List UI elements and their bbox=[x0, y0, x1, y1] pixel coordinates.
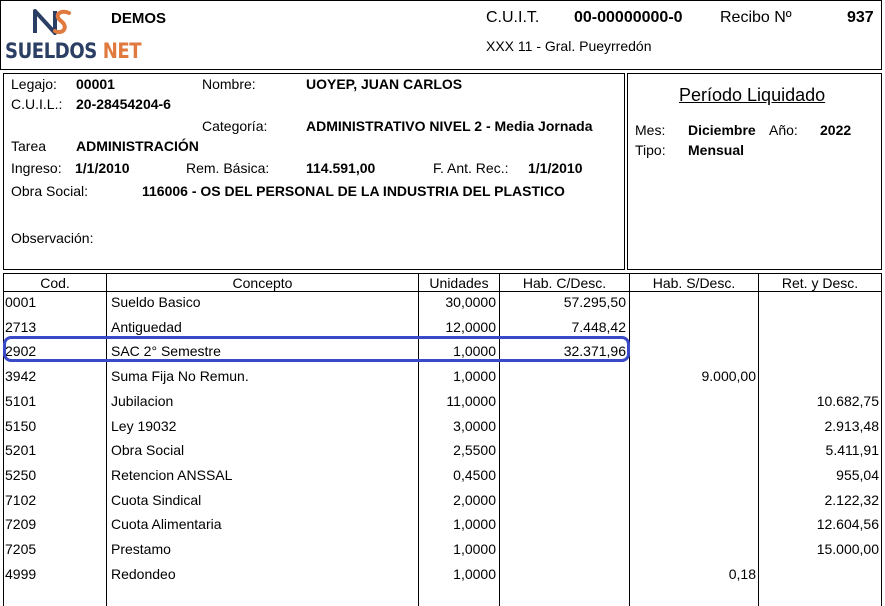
tipo-value: Mensual bbox=[688, 142, 745, 158]
cell-concepto: Retencion ANSSAL bbox=[111, 466, 233, 483]
period-title: Período Liquidado bbox=[679, 85, 826, 105]
tipo-label: Tipo: bbox=[635, 142, 666, 158]
cell-cod: 7205 bbox=[5, 541, 37, 557]
legajo-value: 00001 bbox=[76, 76, 115, 92]
cell-cod: 5201 bbox=[5, 442, 37, 459]
table-row bbox=[4, 438, 881, 462]
mes-label: Mes: bbox=[635, 122, 666, 138]
table-row bbox=[4, 512, 881, 536]
cell-cod: 5250 bbox=[5, 466, 37, 483]
cell-concepto: Ley 19032 bbox=[111, 417, 177, 434]
ingreso-value: 1/1/2010 bbox=[75, 160, 130, 176]
table-row bbox=[4, 488, 881, 512]
cell-unidades: 1,0000 bbox=[453, 541, 496, 557]
table-row bbox=[4, 290, 881, 314]
cell-unidades: 2,0000 bbox=[453, 491, 496, 508]
ingreso-label: Ingreso: bbox=[11, 160, 62, 176]
mes-value: Diciembre bbox=[688, 122, 756, 138]
cell-unidades: 1,0000 bbox=[453, 343, 496, 360]
cell-cod: 7209 bbox=[5, 516, 37, 533]
table-row bbox=[4, 389, 881, 413]
header-hab-sdesc: Hab. S/Desc. bbox=[652, 275, 736, 291]
period-box bbox=[627, 73, 882, 270]
cell-unidades: 30,0000 bbox=[445, 294, 496, 310]
cell-cod: 5150 bbox=[5, 417, 37, 434]
recibo-number: 937 bbox=[847, 9, 874, 26]
nombre-label: Nombre: bbox=[202, 76, 256, 92]
cell-ret-desc: 10.682,75 bbox=[816, 392, 879, 409]
cell-hab-cdesc: 32.371,96 bbox=[563, 343, 626, 360]
rem-basica-value: 114.591,00 bbox=[306, 160, 376, 176]
recibo-label: Recibo Nº bbox=[720, 9, 792, 26]
employee-info-box bbox=[3, 73, 625, 270]
fecha-antiguedad-value: 1/1/2010 bbox=[528, 160, 583, 176]
anio-label: Año: bbox=[769, 122, 798, 138]
cell-concepto: Sueldo Basico bbox=[111, 294, 201, 310]
categoria-value: ADMINISTRATIVO NIVEL 2 - Media Jornada bbox=[306, 118, 593, 134]
obra-social-value: 116006 - OS DEL PERSONAL DE LA INDUSTRIA DEL PLASTICO bbox=[142, 183, 565, 199]
cuil-label: C.U.I.L.: bbox=[11, 96, 63, 112]
cell-hab-sdesc: 0,18 bbox=[728, 565, 756, 582]
cell-hab-sdesc: 9.000,00 bbox=[701, 368, 756, 385]
cell-unidades: 1,0000 bbox=[453, 565, 496, 582]
cell-ret-desc: 15.000,00 bbox=[816, 541, 879, 557]
tarea-value: ADMINISTRACIÓN bbox=[76, 138, 199, 154]
company-address: XXX 11 - Gral. Pueyrredón bbox=[486, 38, 652, 54]
header-cod: Cod. bbox=[40, 275, 70, 291]
table-row bbox=[4, 562, 881, 586]
cell-cod: 4999 bbox=[5, 565, 37, 582]
cell-hab-cdesc: 57.295,50 bbox=[563, 294, 626, 310]
cell-cod: 2713 bbox=[5, 318, 37, 335]
header-hab-cdesc: Hab. C/Desc. bbox=[522, 275, 607, 291]
table-row bbox=[4, 463, 881, 487]
cell-unidades: 11,0000 bbox=[446, 392, 496, 409]
cell-ret-desc: 955,04 bbox=[836, 466, 879, 483]
cell-concepto: Obra Social bbox=[111, 442, 185, 459]
cuil-value: 20-28454204-6 bbox=[76, 96, 171, 112]
receipt-header bbox=[0, 0, 882, 70]
cell-unidades: 0,4500 bbox=[453, 466, 496, 483]
cell-unidades: 2,5500 bbox=[453, 442, 496, 459]
cell-cod: 3942 bbox=[5, 368, 37, 385]
cell-concepto: Cuota Alimentaria bbox=[111, 516, 222, 533]
cell-ret-desc: 5.411,91 bbox=[825, 442, 879, 459]
cuit-value: 00-00000000-0 bbox=[574, 9, 683, 26]
rem-basica-label: Rem. Básica: bbox=[186, 160, 270, 176]
table-row bbox=[4, 364, 881, 388]
concepts-table bbox=[3, 273, 882, 606]
company-name: DEMOS bbox=[111, 10, 167, 27]
header-concepto: Concepto bbox=[232, 275, 293, 291]
highlighted-row-marker bbox=[3, 336, 630, 362]
brand-name: SUELDOS NET bbox=[5, 39, 142, 63]
cell-unidades: 1,0000 bbox=[453, 516, 496, 533]
cell-unidades: 1,0000 bbox=[453, 368, 496, 385]
cell-concepto: Jubilacion bbox=[111, 392, 174, 409]
tarea-label: Tarea bbox=[11, 138, 47, 154]
cell-ret-desc: 2.122,32 bbox=[824, 491, 879, 508]
observacion-label: Observación: bbox=[11, 230, 94, 246]
nombre-value: UOYEP, JUAN CARLOS bbox=[306, 76, 463, 92]
table-row bbox=[4, 414, 881, 438]
anio-value: 2022 bbox=[820, 122, 852, 138]
cell-concepto: SAC 2° Semestre bbox=[111, 343, 221, 360]
obra-social-label: Obra Social: bbox=[11, 183, 89, 199]
cell-cod: 7102 bbox=[5, 491, 37, 508]
cell-concepto: Redondeo bbox=[111, 565, 176, 582]
cell-cod: 5101 bbox=[5, 392, 37, 409]
cell-hab-cdesc: 7.448,42 bbox=[571, 318, 626, 335]
header-ret-desc: Ret. y Desc. bbox=[781, 275, 859, 291]
cell-ret-desc: 2.913,48 bbox=[824, 417, 879, 434]
legajo-label: Legajo: bbox=[11, 76, 57, 92]
cell-concepto: Antiguedad bbox=[111, 318, 182, 335]
cuit-label: C.U.I.T. bbox=[486, 9, 540, 26]
cell-unidades: 3,0000 bbox=[453, 417, 496, 434]
cell-cod: 0001 bbox=[5, 294, 37, 310]
cell-cod: 2902 bbox=[5, 343, 37, 360]
cell-ret-desc: 12.604,56 bbox=[816, 516, 879, 533]
cell-concepto: Suma Fija No Remun. bbox=[111, 368, 249, 385]
company-logo-icon bbox=[29, 7, 77, 35]
cell-concepto: Cuota Sindical bbox=[111, 491, 202, 508]
cell-concepto: Prestamo bbox=[111, 541, 171, 557]
fecha-antiguedad-label: F. Ant. Rec.: bbox=[433, 160, 509, 176]
table-row bbox=[4, 537, 881, 561]
cell-unidades: 12,0000 bbox=[445, 318, 496, 335]
categoria-label: Categoría: bbox=[202, 118, 268, 134]
header-unidades: Unidades bbox=[429, 275, 489, 291]
